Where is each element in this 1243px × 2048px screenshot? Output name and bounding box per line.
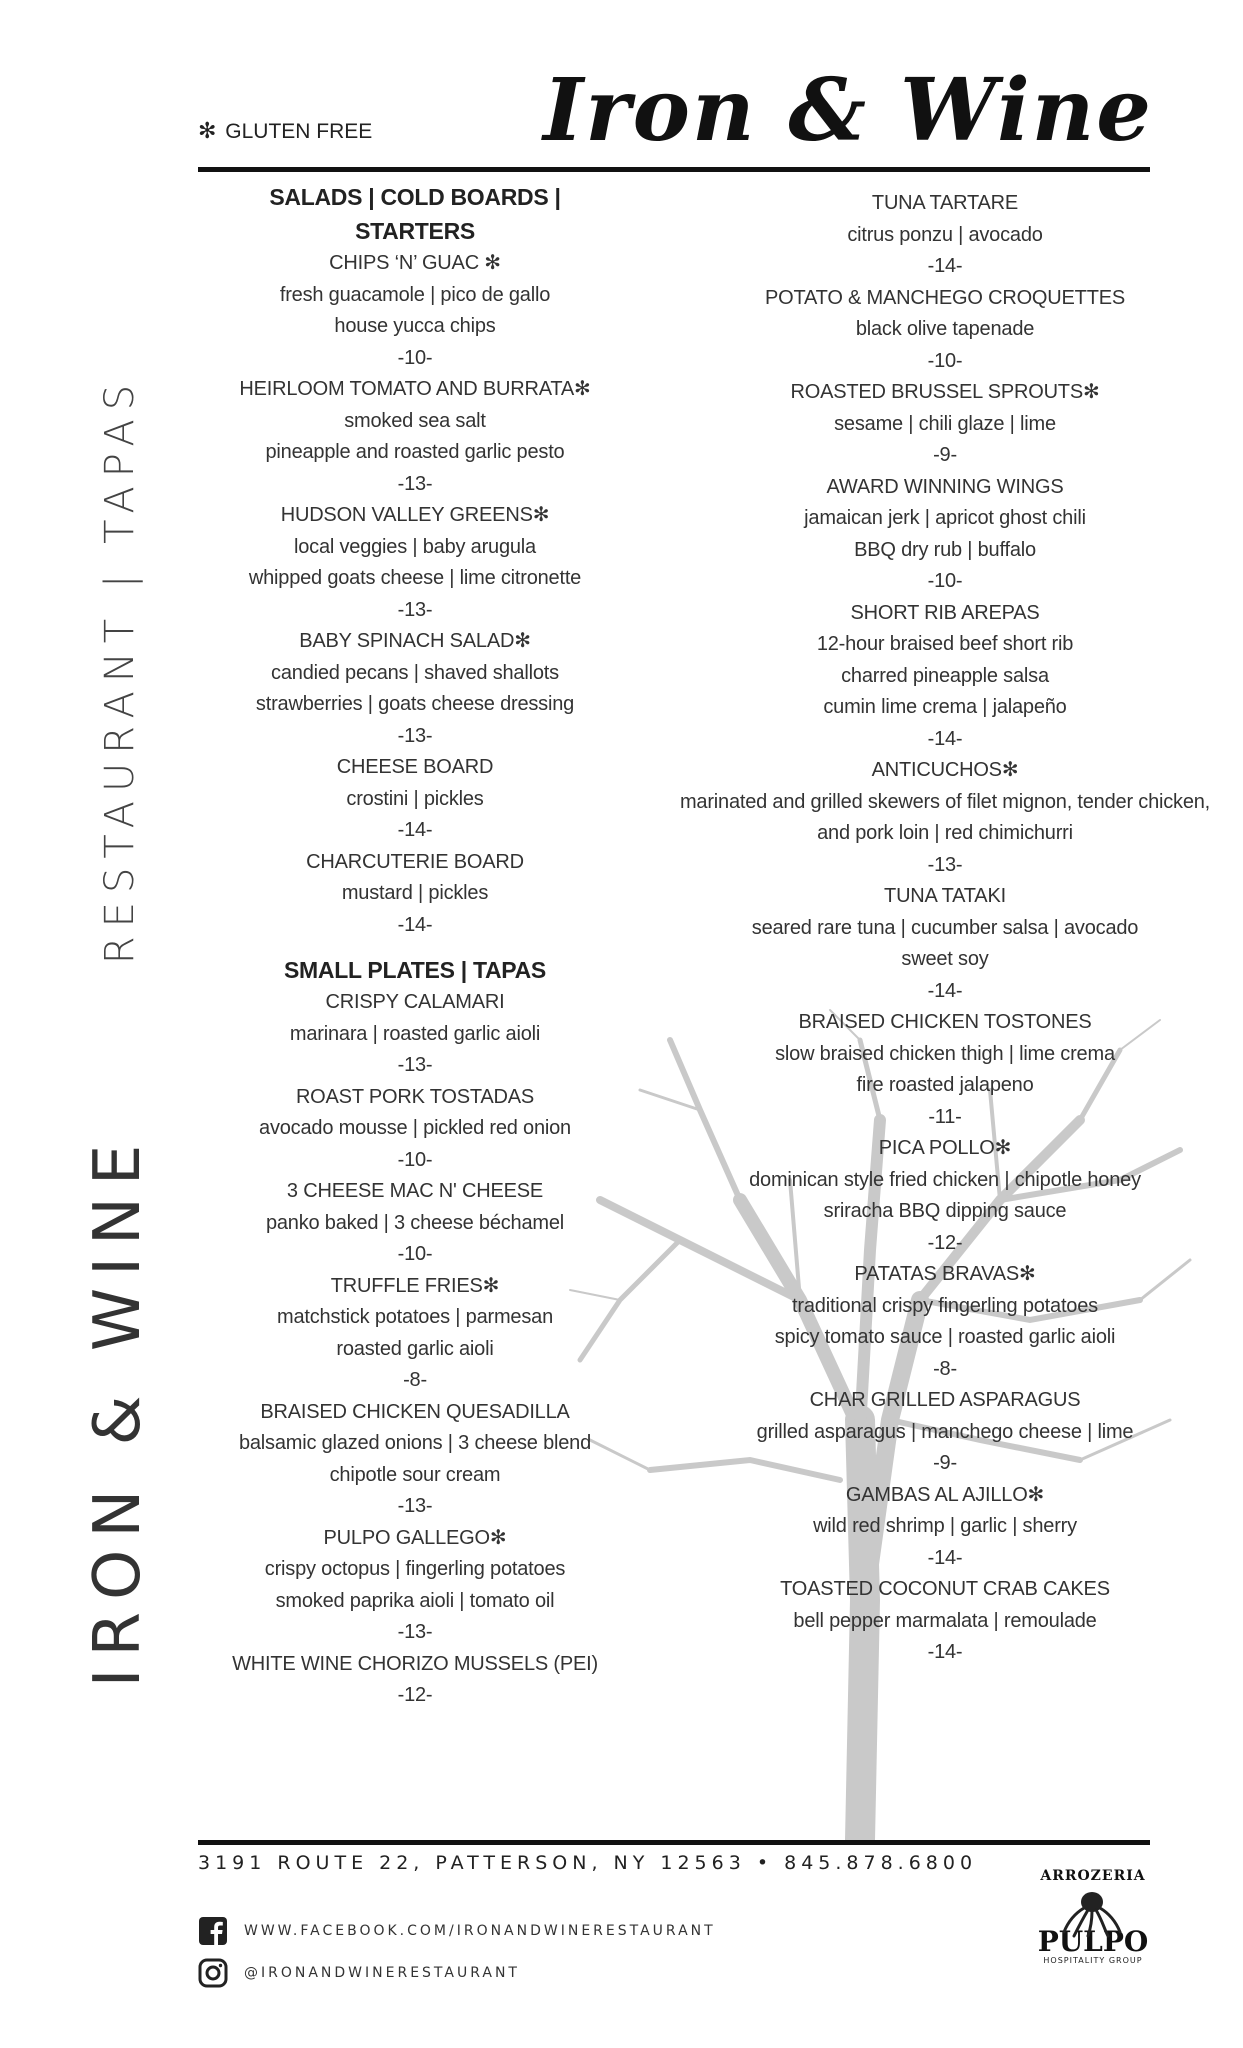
menu-item-price: -11- xyxy=(928,1105,962,1128)
menu-item-price: -10- xyxy=(927,349,963,372)
menu-item-price: -14- xyxy=(927,979,963,1002)
menu-item-price: -13- xyxy=(397,1054,433,1076)
menu-item-description: fresh guacamole | pico de gallo xyxy=(279,283,551,306)
restaurant-logo: Iron & Wine xyxy=(543,60,1153,161)
menu-item-price: -13- xyxy=(397,724,433,747)
menu-item-description: marinara | roasted garlic aioli xyxy=(289,1022,541,1045)
facebook-icon xyxy=(198,1916,228,1946)
menu-item-description: seared rare tuna | cucumber salsa | avocado xyxy=(751,916,1139,939)
menu-item-price: -10- xyxy=(397,346,433,369)
section-heading-salads-cold-boards-starters: SALADS | COLD BOARDS | STARTERS xyxy=(269,184,561,244)
facebook-link[interactable] xyxy=(198,1916,716,1946)
gluten-star-icon: ✻ xyxy=(198,118,217,143)
menu-item-price: -14- xyxy=(927,1546,963,1569)
menu-item-description: avocado mousse | pickled red onion xyxy=(259,1117,571,1139)
menu-item-description: wild red shrimp | garlic | sherry xyxy=(813,1515,1077,1537)
menu-item-description: matchstick potatoes | parmesan xyxy=(277,1306,553,1328)
menu-item-name: CHARCUTERIE BOARD xyxy=(306,850,524,873)
group-sub-text: HOSPITALITY GROUP xyxy=(1043,1956,1143,1965)
menu-item-description: house yucca chips xyxy=(334,315,496,337)
bottom-divider xyxy=(198,1840,1150,1845)
menu-item-description: smoked paprika aioli | tomato oil xyxy=(275,1589,555,1612)
menu-item-name: TRUFFLE FRIES✻ xyxy=(330,1274,500,1297)
menu-item-price: -13- xyxy=(397,1495,433,1517)
menu-item-price: -10- xyxy=(927,570,963,592)
menu-item-name: TUNA TATAKI xyxy=(884,885,1006,907)
menu-item-description: marinated and grilled skewers of filet mignon, tender chicken, xyxy=(679,790,1211,813)
menu-item-description: jamaican jerk | apricot ghost chili xyxy=(804,507,1086,529)
menu-item-price: -9- xyxy=(933,444,957,466)
menu-item-description: and pork loin | red chimichurri xyxy=(817,822,1073,844)
menu-item-description: sriracha BBQ dipping sauce xyxy=(823,1200,1067,1222)
left-menu-column xyxy=(215,180,615,1712)
instagram-link[interactable] xyxy=(198,1958,520,1988)
menu-item-price: -12- xyxy=(397,1684,433,1706)
group-name: PULPO xyxy=(1037,1925,1149,1958)
menu-item-description: local veggies | baby arugula xyxy=(294,535,536,558)
menu-item-name: HUDSON VALLEY GREENS✻ xyxy=(280,504,550,526)
gluten-free-legend xyxy=(198,118,372,144)
menu-item-description: cumin lime crema | jalapeño xyxy=(823,696,1067,718)
menu-item-description: crostini | pickles xyxy=(346,787,484,810)
section-spacer xyxy=(215,941,615,953)
menu-item-name: WHITE WINE CHORIZO MUSSELS (PEI) xyxy=(232,1652,598,1675)
menu-item-price: -14- xyxy=(927,727,963,750)
menu-item-name: TUNA TARTARE xyxy=(871,192,1019,214)
menu-item-price: -13- xyxy=(397,472,433,495)
menu-item-description: roasted garlic aioli xyxy=(336,1337,494,1360)
menu-item-price: -13- xyxy=(927,853,963,876)
menu-item-name: 3 CHEESE MAC N' CHEESE xyxy=(286,1180,544,1202)
menu-item-description: strawberries | goats cheese dressing xyxy=(255,693,575,715)
menu-item-price: -13- xyxy=(397,1621,433,1643)
menu-item-price: -14- xyxy=(397,913,433,936)
menu-item-name: BRAISED CHICKEN QUESADILLA xyxy=(260,1400,570,1423)
menu-item-name: CRISPY CALAMARI xyxy=(325,991,505,1013)
menu-item-name: HEIRLOOM TOMATO AND BURRATA✻ xyxy=(239,378,591,400)
menu-item-name: PICA POLLO✻ xyxy=(878,1137,1012,1159)
menu-item-description: pineapple and roasted garlic pesto xyxy=(265,441,565,463)
menu-item-name: BABY SPINACH SALAD✻ xyxy=(299,630,531,652)
menu-item-price: -14- xyxy=(927,1641,963,1663)
right-menu-column xyxy=(660,188,1230,1669)
menu-item-price: -9- xyxy=(933,1452,957,1474)
menu-item-description: crispy octopus | fingerling potatoes xyxy=(264,1558,566,1580)
restaurant-address: 3191 ROUTE 22, PATTERSON, NY 12563 • 845.878.6800 xyxy=(198,1852,978,1874)
side-top-text: RESTAURANT | TAPAS xyxy=(97,375,143,965)
menu-item-description: charred pineapple salsa xyxy=(841,664,1049,687)
menu-item-name: GAMBAS AL AJILLO✻ xyxy=(845,1483,1045,1506)
menu-item-price: -8- xyxy=(933,1357,957,1380)
menu-item-name: CHIPS ‘N’ GUAC ✻ xyxy=(329,252,501,274)
menu-item-name: CHAR GRILLED ASPARAGUS xyxy=(809,1389,1081,1411)
octopus-icon xyxy=(1060,1888,1124,1938)
menu-item-price: -14- xyxy=(397,819,433,841)
menu-item-price: -8- xyxy=(403,1369,427,1391)
menu-item-description: black olive tapenade xyxy=(855,318,1035,340)
menu-item-name: PATATAS BRAVAS✻ xyxy=(854,1263,1036,1285)
menu-item-description: fire roasted jalapeno xyxy=(856,1074,1034,1096)
menu-item-description: BBQ dry rub | buffalo xyxy=(854,538,1036,561)
menu-item-description: 12-hour braised beef short rib xyxy=(816,633,1074,655)
top-divider xyxy=(198,167,1150,172)
menu-item-price: -10- xyxy=(397,1148,433,1171)
menu-item-name: TOASTED COCONUT CRAB CAKES xyxy=(780,1578,1110,1600)
menu-item-price: -10- xyxy=(397,1243,433,1265)
group-top-text: ARROZERIA xyxy=(1040,1868,1146,1884)
menu-item-description: candied pecans | shaved shallots xyxy=(271,661,559,684)
menu-item-name: CHEESE BOARD xyxy=(336,756,494,778)
menu-item-description: balsamic glazed onions | 3 cheese blend xyxy=(238,1432,592,1454)
instagram-icon xyxy=(198,1958,228,1988)
menu-item-name: BRAISED CHICKEN TOSTONES xyxy=(798,1011,1092,1033)
gluten-free-label: GLUTEN FREE xyxy=(225,120,373,143)
menu-item-name: POTATO & MANCHEGO CROQUETTES xyxy=(765,286,1125,309)
menu-item-price: -14- xyxy=(927,255,963,277)
menu-item-description: sesame | chili glaze | lime xyxy=(834,412,1056,435)
menu-item-description: slow braised chicken thigh | lime crema xyxy=(775,1042,1115,1065)
menu-item-name: ROAST PORK TOSTADAS xyxy=(295,1085,535,1108)
section-heading-small-plates-tapas: SMALL PLATES | TAPAS xyxy=(284,957,546,983)
menu-item-name: ANTICUCHOS✻ xyxy=(871,759,1019,781)
menu-item-description: citrus ponzu | avocado xyxy=(847,223,1043,246)
menu-item-description: chipotle sour cream xyxy=(329,1463,501,1486)
menu-item-description: panko baked | 3 cheese béchamel xyxy=(265,1211,565,1234)
menu-item-name: ROASTED BRUSSEL SPROUTS✻ xyxy=(790,381,1100,403)
menu-item-description: bell pepper marmalata | remoulade xyxy=(793,1609,1097,1632)
menu-item-description: spicy tomato sauce | roasted garlic aioli xyxy=(774,1326,1116,1348)
menu-item-name: PULPO GALLEGO✻ xyxy=(323,1526,507,1549)
menu-item-name: SHORT RIB AREPAS xyxy=(850,601,1040,624)
menu-item-description: whipped goats cheese | lime citronette xyxy=(248,567,582,589)
menu-item-name: AWARD WINNING WINGS xyxy=(826,475,1064,498)
menu-item-description: grilled asparagus | manchego cheese | lime xyxy=(756,1420,1134,1443)
menu-item-description: dominican style fried chicken | chipotle honey xyxy=(749,1168,1141,1191)
menu-item-description: mustard | pickles xyxy=(341,882,489,904)
side-bottom-text: IRON & WINE xyxy=(81,1132,155,1688)
menu-item-price: -13- xyxy=(397,598,433,621)
menu-item-description: traditional crispy fingerling potatoes xyxy=(792,1294,1098,1317)
menu-item-description: sweet soy xyxy=(901,948,989,970)
instagram-handle: @IRONANDWINERESTAURANT xyxy=(244,1965,520,1981)
facebook-url: WWW.FACEBOOK.COM/IRONANDWINERESTAURANT xyxy=(244,1923,716,1939)
menu-item-price: -12- xyxy=(927,1231,963,1254)
menu-item-description: smoked sea salt xyxy=(344,409,486,432)
